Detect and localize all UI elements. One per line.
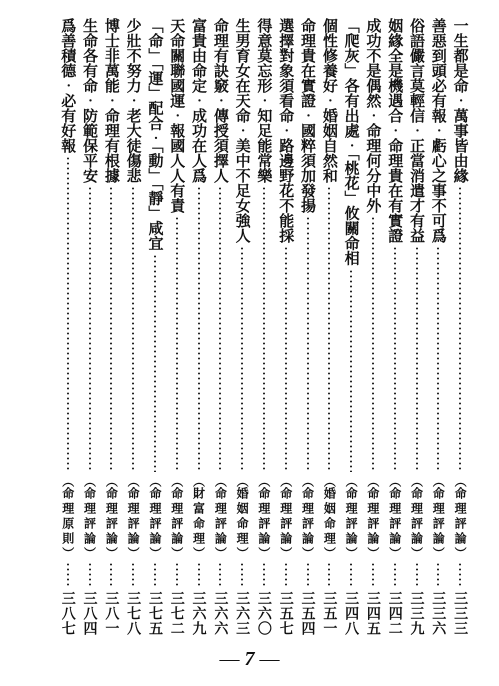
entry-title: 成功不是偶然‧命理何分中外 (364, 18, 383, 213)
entry-title: 得意莫忘形‧知足能常樂 (255, 18, 274, 183)
toc-entry (79, 18, 101, 636)
entry-page-number: 三三三 (452, 591, 469, 636)
dot-leader (154, 254, 156, 473)
dot-leader (241, 246, 243, 472)
toc-entry (384, 18, 406, 636)
entry-page-number: 三八七 (59, 591, 76, 636)
folio-dash-right: — (259, 648, 280, 670)
dot-leader (285, 562, 287, 588)
dot-leader (67, 156, 69, 472)
entry-page-number: 三七八 (125, 591, 142, 636)
entry-category: ︵ 命理評論 ︶ (302, 475, 314, 559)
folio-number: 7 (244, 648, 255, 670)
entry-page-number: 三四八 (343, 591, 360, 636)
toc-entry (275, 18, 297, 636)
entry-title: 姻緣全是機遇合‧命理貴在有實證 (386, 18, 405, 243)
dot-leader (416, 246, 418, 472)
entry-category: ︵ 財富命理 ︶ (193, 475, 205, 559)
entry-page-number: 三七五 (146, 591, 163, 636)
dot-leader (198, 186, 200, 472)
dot-leader (219, 562, 221, 588)
toc-entry (427, 18, 449, 636)
dot-leader (459, 186, 461, 472)
entry-title: 「爬灰」各有出處‧「桃花」攸關命相 (342, 18, 361, 266)
dot-leader (67, 562, 69, 588)
toc-entry (144, 18, 166, 636)
entry-category: ︵ 命理評論 ︶ (84, 475, 96, 559)
dot-leader (307, 216, 309, 472)
dot-leader (328, 186, 330, 472)
entry-page-number: 三五四 (299, 591, 316, 636)
toc-entry (449, 18, 471, 636)
entry-title: 富貴由命定‧成功在人爲 (190, 18, 209, 183)
entry-category: ︵ 命理評論 ︶ (280, 475, 292, 559)
entry-page-number: 三六〇 (255, 591, 272, 636)
dot-leader (263, 186, 265, 472)
toc-entry (57, 18, 79, 636)
entry-category: ︵ 命理評論 ︶ (149, 475, 161, 559)
entry-page-number: 三五一 (321, 591, 338, 636)
toc-entry (100, 18, 122, 636)
dot-leader (350, 562, 352, 588)
dot-leader (394, 562, 396, 588)
dot-leader (241, 562, 243, 588)
dot-leader (285, 246, 287, 472)
dot-leader (350, 269, 352, 473)
entry-category: ︵ 婚姻命理 ︶ (236, 475, 248, 559)
dot-leader (89, 186, 91, 472)
entry-page-number: 三七二 (168, 591, 185, 636)
toc-entry (188, 18, 210, 636)
entry-category: ︵ 命理評論 ︶ (127, 475, 139, 559)
toc-entry (209, 18, 231, 636)
entry-title: 俗語儼言莫輕信‧正當消遣才有益 (408, 18, 426, 243)
entry-page-number: 三四五 (364, 591, 381, 636)
dot-leader (110, 562, 112, 588)
entry-category: ︵ 命理評論 ︶ (214, 475, 226, 559)
toc-entry (340, 18, 362, 636)
entry-category: ︵ 命理評論 ︶ (411, 475, 423, 559)
dot-leader (416, 562, 418, 588)
toc-entry (166, 18, 188, 636)
dot-leader (372, 216, 374, 472)
table-of-contents (57, 18, 471, 636)
folio-dash-left: — (219, 648, 240, 670)
dot-leader (263, 562, 265, 588)
dot-leader (372, 562, 374, 588)
entry-title: 命理貴在實證‧國粹須加發揚 (299, 18, 318, 213)
entry-title: 生男育女在天命‧美中不足女強人 (233, 18, 252, 243)
entry-page-number: 三五七 (277, 591, 294, 636)
entry-title: 爲善積德‧必有好報 (59, 18, 78, 153)
entry-category: ︵ 婚姻命理 ︶ (323, 475, 335, 559)
entry-page-number: 三三九 (408, 591, 425, 636)
dot-leader (437, 246, 439, 472)
entry-title: 個性修養好‧婚姻自然和 (320, 18, 339, 183)
entry-category: ︵ 命理評論 ︶ (367, 475, 379, 559)
dot-leader (110, 186, 112, 472)
entry-title: 「命」「運」配合‧「動」「靜」咸宜 (146, 18, 165, 251)
entry-category: ︵ 命理評論 ︶ (171, 475, 183, 559)
entry-title: 生命各有命‧防範保平安 (81, 18, 100, 183)
entry-title: 天命關聯國運‧報國人人有責 (168, 18, 187, 213)
dot-leader (154, 562, 156, 588)
dot-leader (89, 562, 91, 588)
entry-page-number: 三六六 (212, 591, 229, 636)
entry-title: 少壯不努力‧老大徒傷悲 (124, 18, 143, 183)
dot-leader (176, 216, 178, 472)
entry-title: 善惡到頭必有報‧虧心之事不可爲 (429, 18, 448, 243)
toc-entry (231, 18, 253, 636)
entry-page-number: 三八一 (103, 591, 120, 636)
entry-category: ︵ 命理原則 ︶ (62, 475, 74, 559)
entry-page-number: 三三六 (430, 591, 447, 636)
page-number-footer (0, 648, 499, 671)
entry-category: ︵ 命理評論 ︶ (258, 475, 270, 559)
entry-page-number: 三六三 (234, 591, 251, 636)
entry-page-number: 三四二 (386, 591, 403, 636)
dot-leader (437, 562, 439, 588)
dot-leader (328, 562, 330, 588)
entry-category: ︵ 命理評論 ︶ (432, 475, 444, 559)
dot-leader (132, 562, 134, 588)
entry-page-number: 三八四 (81, 591, 98, 636)
entry-title: 一生都是命‧萬事皆由緣 (451, 18, 470, 183)
entry-category: ︵ 命理評論 ︶ (105, 475, 117, 559)
entry-page-number: 三六九 (190, 591, 207, 636)
dot-leader (132, 186, 134, 472)
dot-leader (307, 562, 309, 588)
entry-title: 選擇對象須看命‧路邊野花不能採 (277, 18, 296, 243)
dot-leader (219, 186, 221, 472)
dot-leader (176, 562, 178, 588)
entry-category: ︵ 命理評論 ︶ (454, 475, 466, 559)
dot-leader (394, 246, 396, 472)
toc-entry (318, 18, 340, 636)
toc-entry (122, 18, 144, 636)
toc-entry (253, 18, 275, 636)
dot-leader (198, 562, 200, 588)
entry-category: ︵ 命理評論 ︶ (389, 475, 401, 559)
toc-entry (297, 18, 319, 636)
entry-category: ︵ 命理評論 ︶ (345, 475, 357, 559)
toc-entry (362, 18, 384, 636)
entry-title: 命理有訣竅‧傳授須擇人 (211, 18, 230, 183)
entry-title: 博士非萬能‧命理有根據 (102, 18, 121, 183)
dot-leader (459, 562, 461, 588)
toc-entry (406, 18, 428, 636)
